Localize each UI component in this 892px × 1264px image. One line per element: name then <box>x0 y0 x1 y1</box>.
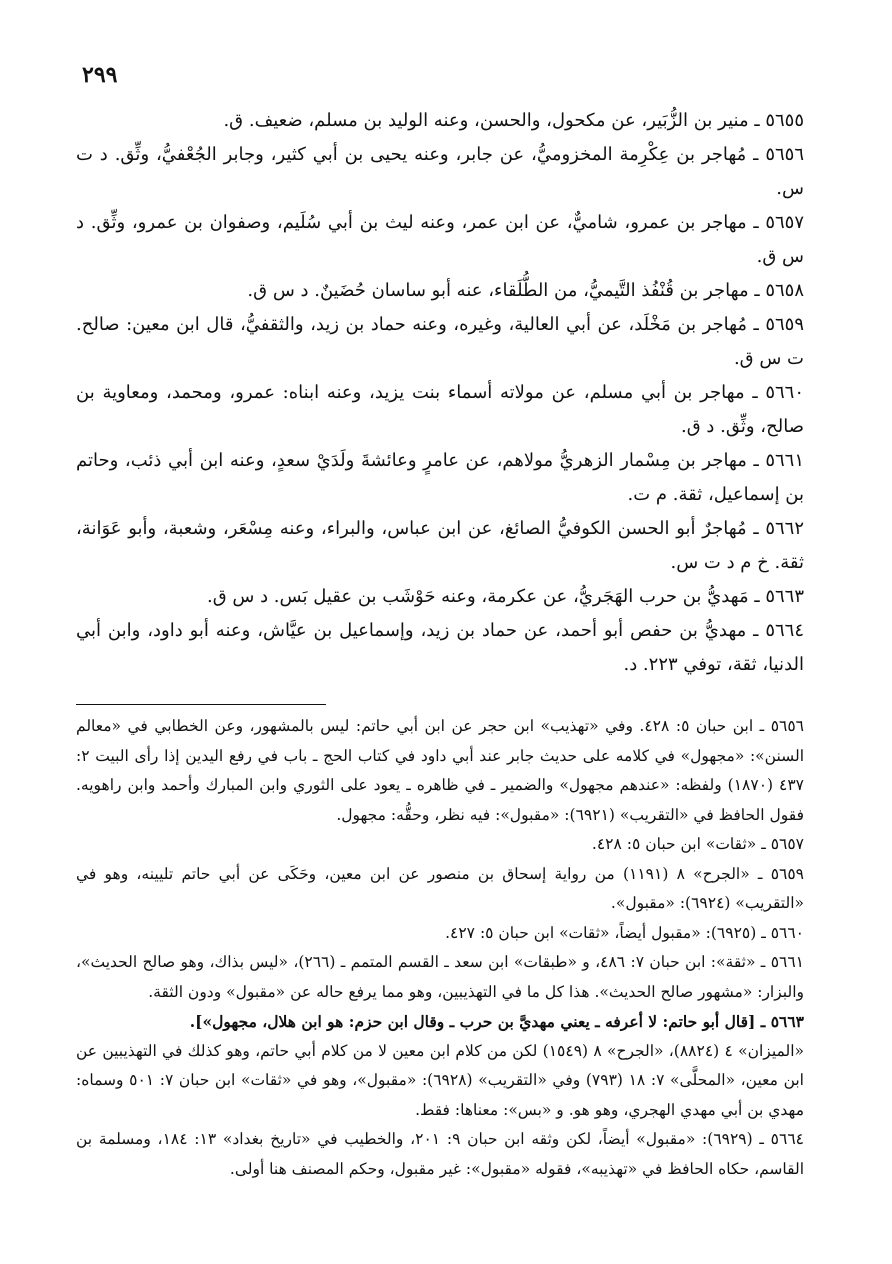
note-5661: ٥٦٦١ ـ «ثقة»: ابن حبان ٧: ٤٨٦، و «طبقات» ابن سعد ـ القسم المتمم ـ (٢٦٦)، «ليس بذاك، وهو صالح الحديث»، والبزار: «مشهور صالح الحديث». هذا كل ما في التهذيبين، وهو مما يرفع حاله عن «مقبول» ودون الثقة. <box>76 953 804 1001</box>
footnote-divider <box>76 704 326 705</box>
entry-5663: ٥٦٦٣ ـ مَهديُّ بن حرب الهَجَريُّ، عن عكرمة، وعنه حَوْشَب بن عقيل بَس. د س ق. <box>206 586 804 607</box>
note-5660: ٥٦٦٠ ـ (٦٩٢٥): «مقبول أيضاً، «ثقات» ابن حبان ٥: ٤٢٧. <box>445 923 804 942</box>
entry-5657: ٥٦٥٧ ـ مهاجر بن عمرو، شاميٌّ، عن ابن عمر، وعنه ليث بن أبي سُلَيم، وصفوان بن عمرو، وثِّق. د س ق. <box>76 212 804 267</box>
page-number: ٢٩٩ <box>82 62 118 88</box>
entry-5658: ٥٦٥٨ ـ مهاجر بن قُنْفُذ التَّيميُّ، من الطُّلَقاء، عنه أبو ساسان حُضَينٌ. د س ق. <box>247 280 804 301</box>
note-5656: ٥٦٥٦ ـ ابن حبان ٥: ٤٢٨. وفي «تهذيب» ابن حجر عن ابن أبي حاتم: ليس بالمشهور، وعن الخطابي في «معالم السنن»: «مجهول» في كلامه على حديث جابر عند أبي داود في كتاب الحج ـ باب في رفع اليدين إذا رأى البيت ٢: ٤٣٧ (١٨٧٠) ولفظه: «عندهم مجهول» والضمير ـ في ظاهره ـ يعود على الثوري وابن المبارك وأحمد وابن راهويه. فقول الحافظ في «التقريب» (٦٩٢١): «مقبول»: فيه نظر، وحقُّه: مجهول. <box>76 717 804 824</box>
entry-5664: ٥٦٦٤ ـ مهديُّ بن حفص أبو أحمد، عن حماد بن زيد، وإسماعيل بن عيَّاش، وعنه أبو داود، وابن أبي الدنيا، ثقة، توفي ٢٢٣. د. <box>76 620 804 675</box>
main-entries <box>76 104 804 682</box>
note-5663-body: «الميزان» ٤ (٨٨٢٤)، «الجرح» ٨ (١٥٤٩) لكن من كلام ابن معين لا من كلام أبي حاتم، وهو كذلك في التهذيبين عن ابن معين، «المحلَّى» ٧: ١٨ (٧٩٣) وفي «التقريب» (٦٩٢٨): «مقبول»، وهو في «ثقات» ابن حبان ٧: ٥٠١ وسماه: مهدي بن أبي مهدي الهجري، وهو هو. و «بس»: معناها: فقط. <box>76 1041 804 1119</box>
note-5657: ٥٦٥٧ ـ «ثقات» ابن حبان ٥: ٤٢٨. <box>591 835 804 853</box>
note-5664: ٥٦٦٤ ـ (٦٩٢٩): «مقبول» أيضاً، لكن وثقه ابن حبان ٩: ٢٠١، والخطيب في «تاريخ بغداد» ١٣: ١٨٤، ومسلمة بن القاسم، حكاه الحافظ في «تهذيبه»، فقوله «مقبول»: غير مقبول، وحكم المصنف هنا أولى. <box>76 1130 804 1178</box>
entry-5660: ٥٦٦٠ ـ مهاجر بن أبي مسلم، عن مولاته أسماء بنت يزيد، وعنه ابناه: عمرو، ومحمد، ومعاوية بن صالح، وثِّق. د ق. <box>76 382 804 437</box>
footnotes <box>76 712 804 1184</box>
entry-5661: ٥٦٦١ ـ مهاجر بن مِسْمار الزهريُّ مولاهم، عن عامرٍ وعائشةَ ولَدَيْ سعدٍ، وعنه ابن أبي ذئب، وحاتم بن إسماعيل، ثقة. م ت. <box>76 450 804 505</box>
entry-5662: ٥٦٦٢ ـ مُهاجرٌ أبو الحسن الكوفيُّ الصائغ، عن ابن عباس، والبراء، وعنه مِسْعَر، وشعبة، وأبو عَوَانة، ثقة. خ م د ت س. <box>76 518 804 573</box>
note-5659: ٥٦٥٩ ـ «الجرح» ٨ (١١٩١) من رواية إسحاق بن منصور عن ابن معين، وحَكَى عن أبي حاتم تليينه، وهو في «التقريب» (٦٩٢٤): «مقبول». <box>76 864 804 912</box>
entry-5655: ٥٦٥٥ ـ منير بن الزُّبَير، عن مكحول، والحسن، وعنه الوليد بن مسلم، ضعيف. ق. <box>223 110 804 131</box>
entry-5659: ٥٦٥٩ ـ مُهاجر بن مَخْلَد، عن أبي العالية، وغيره، وعنه حماد بن زيد، والثقفيُّ، قال ابن معين: صالح. ت س ق. <box>76 314 804 369</box>
note-5663-heading: ٥٦٦٣ ـ [قال أبو حاتم: لا أعرفه ـ يعني مهديَّ بن حرب ـ وقال ابن حزم: هو ابن هلال، مجهول»]. <box>189 1012 804 1031</box>
entry-5656: ٥٦٥٦ ـ مُهاجر بن عِكْرِمة المخزوميُّ، عن جابر، وعنه يحيى بن أبي كثير، وجابر الجُعْفيُّ، وثِّق. د ت س. <box>76 144 804 199</box>
